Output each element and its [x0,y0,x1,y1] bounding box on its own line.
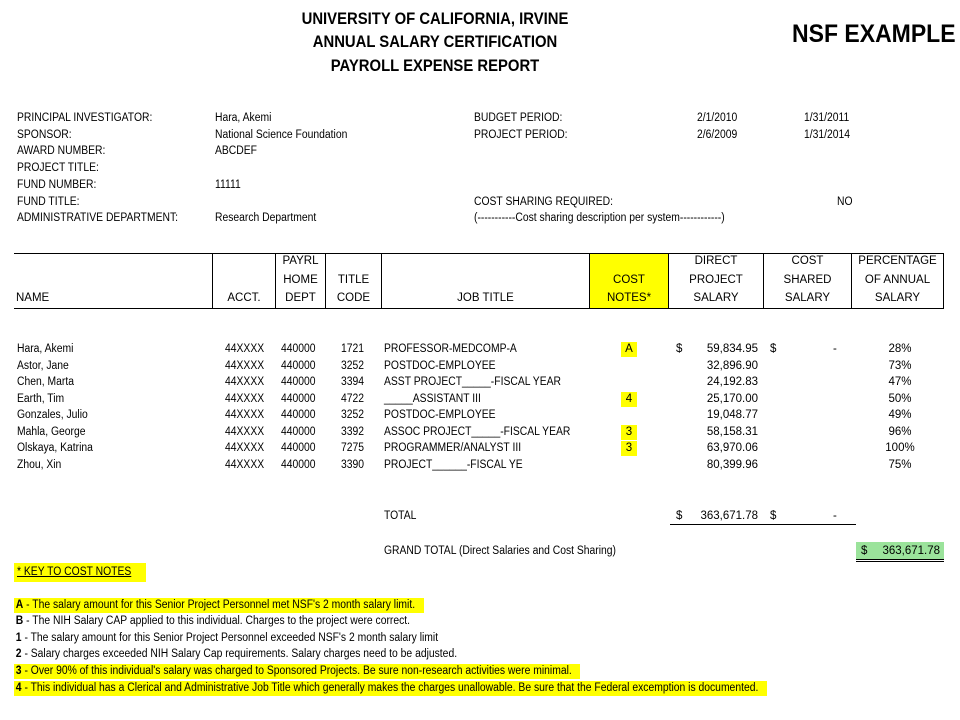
header-cost: COST [613,274,645,286]
key-note-code: A [15,599,24,611]
report-title-line-2: ANNUAL SALARY CERTIFICATION [312,33,558,51]
cell-name: Earth, Tim [17,392,65,405]
header-salary: SALARY [693,292,739,304]
cell-home-dept: 440000 [281,425,316,438]
header-payrl: PAYRL [282,255,319,267]
cell-direct-salary: 80,399.96 [706,458,758,471]
info-label: ADMINISTRATIVE DEPARTMENT: [17,212,179,224]
cell-acct: 44XXXX [225,343,265,355]
total-underline [670,524,856,525]
cell-cost-note: 3 [621,441,637,456]
cell-percentage: 96% [888,425,912,438]
cell-home-dept: 440000 [281,359,316,372]
key-note-line [14,614,410,628]
header-home: HOME [283,274,318,286]
key-note [14,598,424,613]
header-notes: NOTES* [606,292,652,304]
table-row [0,425,960,441]
cell-title-code: 3252 [341,409,365,421]
table-row [0,441,960,457]
cell-job-title: ASST PROJECT_____-FISCAL YEAR [384,376,561,388]
cell-acct: 44XXXX [225,359,265,372]
key-note-text: - The salary amount for this Senior Project Personnel met NSF's 2 month salary limit. [23,599,416,611]
cell-title-code: 3392 [341,425,365,438]
cell-percentage: 50% [888,392,912,405]
cell-percentage: 73% [888,359,912,372]
budget-period-start: 2/1/2010 [697,112,738,124]
cell-shared-currency: $ [770,343,777,355]
cell-direct-salary: 19,048.77 [706,409,758,421]
header-project: PROJECT [689,274,743,286]
cell-percentage: 28% [888,343,912,355]
cell-shared-salary: - [833,343,837,355]
cell-direct-salary: 32,896.90 [706,359,758,372]
header-direct: DIRECT [694,255,738,267]
cell-name: Olskaya, Katrina [17,442,93,454]
info-label: FUND TITLE: [17,196,80,208]
info-value: ABCDEF [215,145,257,157]
key-note-text: - The salary amount for this Senior Project Personnel exceeded NSF's 2 month salary limit [21,632,439,644]
header-cost-shared: COST [791,255,824,267]
cell-title-code: 7275 [341,442,365,454]
report-title-line-3: PAYROLL EXPENSE REPORT [330,57,540,75]
cell-acct: 44XXXX [225,409,265,421]
grand-total-double-underline-1 [856,559,944,560]
cell-cost-note: 4 [621,392,637,407]
key-note [14,664,580,679]
header-acct: ACCT. [227,292,261,304]
grand-total-double-underline-2 [856,561,944,562]
table-row [0,342,960,358]
info-label: SPONSOR: [17,129,72,141]
cell-name: Hara, Akemi [17,343,74,355]
header-shared: SHARED [783,274,832,286]
table-header-bottom-border [14,308,944,309]
key-note-text: - Over 90% of this individual's salary was charged to Sponsored Projects. Be sure non-research activities were minimal. [21,665,572,677]
cell-name: Astor, Jane [17,359,69,372]
cost-sharing-label: COST SHARING REQUIRED: [474,196,613,208]
cell-percentage: 100% [885,442,915,454]
cell-percentage: 49% [888,409,912,421]
header-job-title: JOB TITLE [457,292,514,304]
grand-total-label: GRAND TOTAL (Direct Salaries and Cost Sharing) [384,545,617,557]
cell-title-code: 1721 [341,343,365,355]
key-note [14,631,447,646]
cell-job-title: ASSOC PROJECT_____-FISCAL YEAR [384,425,571,438]
key-note-text: - Salary charges exceeded NIH Salary Cap requirements. Salary charges need to be adjusted. [21,648,458,660]
total-shared-salary: - [833,510,837,522]
total-shared-currency: $ [770,510,777,522]
table-row [0,408,960,424]
header-percentage: PERCENTAGE [858,255,937,267]
cell-name: Gonzales, Julio [17,409,88,421]
cell-cost-note: A [621,342,637,357]
key-note-line [14,664,572,678]
cell-home-dept: 440000 [281,392,316,405]
cell-direct-salary: 63,970.06 [706,442,758,454]
cell-name: Zhou, Xin [17,458,62,471]
info-value: Research Department [215,212,317,224]
cell-home-dept: 440000 [281,442,316,454]
cell-home-dept: 440000 [281,409,316,421]
budget-period-end: 1/31/2011 [804,112,850,124]
project-period-end: 1/31/2014 [804,129,851,141]
key-title-box [14,563,146,582]
info-label: PROJECT TITLE: [17,162,99,174]
cell-direct-currency: $ [676,343,683,355]
grand-total-currency: $ [861,545,868,557]
cell-job-title: PROGRAMMER/ANALYST III [384,442,522,454]
cell-title-code: 3394 [341,376,365,388]
cell-acct: 44XXXX [225,458,265,471]
header-annual-salary: SALARY [874,292,921,304]
cell-job-title: PROJECT______-FISCAL YE [384,458,523,471]
col-divider [943,254,944,309]
cell-percentage: 75% [888,458,912,471]
key-note-line [14,631,438,645]
cell-direct-salary: 24,192.83 [706,376,758,388]
cell-acct: 44XXXX [225,376,265,388]
cell-name: Chen, Marta [17,376,74,388]
report-title-line-1: UNIVERSITY OF CALIFORNIA, IRVINE [301,10,569,28]
cell-home-dept: 440000 [281,343,316,355]
nsf-example-badge: NSF EXAMPLE [792,20,956,48]
total-label: TOTAL [384,510,417,522]
info-value: National Science Foundation [215,129,348,141]
cell-acct: 44XXXX [225,442,265,454]
cell-home-dept: 440000 [281,376,316,388]
key-note-line [14,647,457,661]
cell-home-dept: 440000 [281,458,316,471]
cell-title-code: 4722 [341,392,365,405]
header-name: NAME [16,292,50,304]
table-row [0,392,960,408]
table-row [0,458,960,474]
key-note-code: 4 [15,682,22,694]
key-title: * KEY TO COST NOTES [17,566,132,578]
info-label: FUND NUMBER: [17,179,97,191]
header-of-annual: OF ANNUAL [864,274,931,286]
info-value: 11111 [215,179,241,191]
cell-title-code: 3390 [341,458,365,471]
project-period-start: 2/6/2009 [697,129,738,141]
key-note-code: B [15,615,24,627]
key-note [14,647,466,662]
cell-job-title: POSTDOC-EMPLOYEE [384,409,496,421]
cell-direct-salary: 59,834.95 [706,343,758,355]
cost-sharing-description: (-----------Cost sharing description per system------------) [474,212,725,224]
header-title: TITLE [337,274,370,286]
key-note-line [14,598,415,612]
cost-sharing-value: NO [837,196,853,208]
total-direct-salary: 363,671.78 [700,510,758,522]
key-note [14,614,419,629]
cell-acct: 44XXXX [225,392,265,405]
header-shared-salary: SALARY [784,292,831,304]
budget-period-label: BUDGET PERIOD: [474,112,563,124]
cell-job-title: POSTDOC-EMPLOYEE [384,359,496,372]
key-note-text: - The NIH Salary CAP applied to this individual. Charges to the project were correct. [23,615,411,627]
header-code: CODE [336,292,371,304]
total-direct-currency: $ [676,510,683,522]
key-note-line [14,681,758,695]
header-dept: DEPT [285,292,316,304]
cell-acct: 44XXXX [225,425,265,438]
cell-cost-note: 3 [621,425,637,440]
table-row [0,359,960,375]
info-label: PRINCIPAL INVESTIGATOR: [17,112,153,124]
info-value: Hara, Akemi [215,112,272,124]
key-note-code: 1 [15,632,22,644]
table-row [0,375,960,391]
cell-direct-salary: 25,170.00 [706,392,758,405]
cell-direct-salary: 58,158.31 [706,425,758,438]
cell-percentage: 47% [888,376,912,388]
key-note-code: 2 [15,648,22,660]
key-note-code: 3 [15,665,22,677]
project-period-label: PROJECT PERIOD: [474,129,568,141]
cell-name: Mahla, George [17,425,86,438]
cell-title-code: 3252 [341,359,365,372]
cell-job-title: PROFESSOR-MEDCOMP-A [384,343,517,355]
key-note [14,681,767,696]
key-note-text: - This individual has a Clerical and Administrative Job Title which generally makes the charges unallowable. Be sure that the Federal excemption is documented. [21,682,759,694]
info-label: AWARD NUMBER: [17,145,106,157]
cell-job-title: _____ASSISTANT III [384,392,481,405]
grand-total-value: 363,671.78 [882,545,940,557]
